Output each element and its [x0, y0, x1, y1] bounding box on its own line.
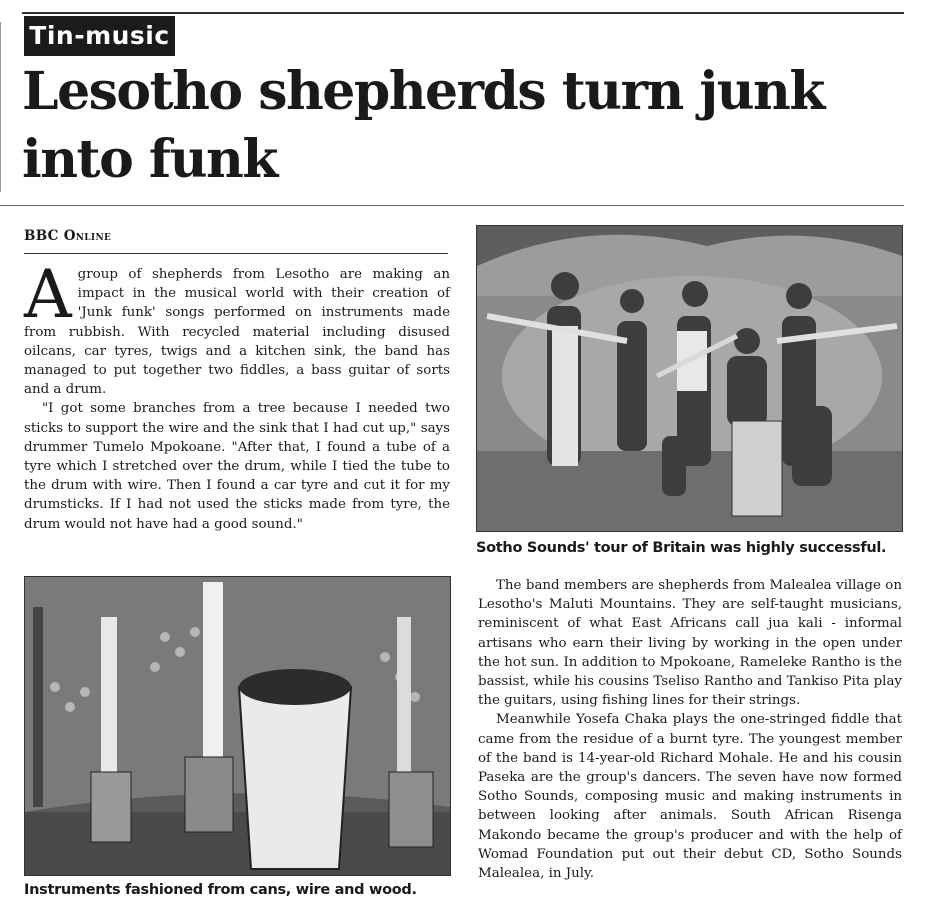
top-rule	[22, 12, 904, 14]
paragraph-3: The band members are shepherds from Malealea village on Lesotho's Maluti Mountains. They are self-taught musicians, reminiscent of what East Africans call jua kali - informal artisans who earn their living by working in the open under the hot sun. In addition to Mpokoane, Rameleke Rantho is the bassist, while his cousins Tseliso Rantho and Tankiso Pita play the guitars, using fishing lines for their strings.	[478, 578, 902, 709]
band-photo	[476, 225, 903, 532]
column-divider	[0, 22, 1, 192]
instruments-photo-image	[25, 577, 450, 875]
paragraph-1-text: group of shepherds from Lesotho are making an impact in the musical world with their creation of 'Junk funk' songs performed on instruments made from rubbish. With recycled material including disused oilcans, car tyres, twigs and a kitchen sink, the band has managed to put together two fiddles, a bass guitar of sorts and a drum.	[24, 267, 450, 398]
drop-cap: A	[24, 256, 72, 333]
paragraph-4: Meanwhile Yosefa Chaka plays the one-stringed fiddle that came from the residue of a burnt tyre. The youngest member of the band is 14-year-old Richard Mohale. He and his cousin Paseka are the group's dancers. The seven have now formed Sotho Sounds, composing music and making instruments in between looking after animals. South African Risenga Makondo became the group's producer and with the help of Womad Foundation put out their debut CD, Sotho Sounds Malealea, in July.	[478, 712, 902, 882]
instruments-photo-caption: Instruments fashioned from cans, wire and wood.	[24, 882, 417, 898]
source-byline	[24, 228, 111, 244]
band-photo-caption: Sotho Sounds' tour of Britain was highly successful.	[476, 540, 887, 556]
article-column-1	[24, 256, 450, 534]
source-name: BBC Online	[24, 228, 112, 244]
instruments-photo	[24, 576, 451, 876]
paragraph-1	[24, 256, 450, 399]
band-photo-image	[477, 226, 902, 531]
section-tag: Tin-music	[24, 16, 175, 56]
paragraph-2: "I got some branches from a tree because I needed two sticks to support the wire and the sink that I had cut up," says drummer Tumelo Mpokoane. "After that, I found a tube of a tyre which I stretched over the drum, while I tied the tube to the drum with wire. Then I found a car tyre and cut it for my drumsticks. If I had not used the sticks made from tyre, the drum would not have had a good sound."	[24, 401, 450, 532]
headline-rule	[0, 205, 904, 206]
headline: Lesotho shepherds turn junk into funk	[22, 61, 824, 190]
byline-rule	[24, 253, 448, 254]
article-column-2	[478, 576, 902, 883]
